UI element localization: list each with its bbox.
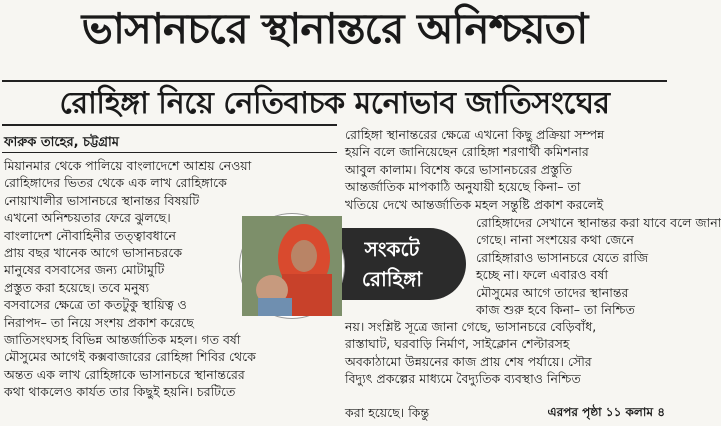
text-line: রাস্তাঘাট, ঘরবাড়ি নির্মাণ, সাইক্লোন শেল্টারসহ xyxy=(345,336,570,352)
text-line: রোহিঙ্গাদের ভিতর থেকে এক লাখ রোহিঙ্গাকে xyxy=(4,175,227,191)
photo-label-line2: রোহিঙ্গা xyxy=(361,267,423,291)
text-line: খতিয়ে দেখে আন্তর্জাতিক মহল সন্তুষ্টি প্রকাশ করলেই xyxy=(345,196,604,212)
text-line: এখনো অনিশ্চয়তার ফেরে ঝুলছে। xyxy=(4,210,171,226)
headline: ভাসানচরে স্থানান্তরে অনিশ্চয়তা xyxy=(81,4,588,53)
text-line: রোহিঙ্গারাও ভাসানচরে যেতে রাজি xyxy=(476,249,649,265)
text-line: অন্তত এক লাখ রোহিঙ্গাকে ভাসানচরে স্থানান্তরের xyxy=(4,366,245,382)
byline-rule xyxy=(2,152,337,153)
continuation-note: এরপর পৃষ্ঠা ১১ কলাম ৪ xyxy=(547,405,665,419)
refugee-photo xyxy=(240,214,344,318)
byline-rule-top xyxy=(2,124,337,126)
text-line: বসবাসের ক্ষেত্রে তা কতটুকু স্থায়িত্ব ও xyxy=(4,297,187,313)
text-line: নয়। সংশ্লিষ্ট সূত্রে জানা গেছে, ভাসানচরে বেড়িবাঁধ, xyxy=(345,319,597,334)
text-line: মানুষের বসবাসের জন্য মোটামুটি xyxy=(4,262,165,278)
text-line: প্রায় বছর খানেক আগে ভাসানচরকে xyxy=(4,245,183,261)
text-line: প্রস্তুত করা হয়েছে। তবে মনুষ্য xyxy=(4,279,150,295)
text-line: বাংলাদেশ নৌবাহিনীর তত্ত্বাবধানে xyxy=(4,227,176,243)
photo-inset xyxy=(240,214,472,318)
right-column-bottom xyxy=(345,318,665,406)
text-line: নিরাপদ– তা নিয়ে সংশয় প্রকাশ করেছে xyxy=(4,314,194,330)
photo-label-line1: সংকটে xyxy=(364,237,420,261)
text-line: মৌসুমের আগেই কক্সবাজারের রোহিঙ্গা শিবির থেকে xyxy=(4,349,256,365)
text-line: হচ্ছে না। ফলে এবারও বর্ষা xyxy=(476,267,608,283)
subheadline: রোহিঙ্গা নিয়ে নেতিবাচক মনোভাব জাতিসংঘের xyxy=(59,86,610,121)
text-line: জাতিসংঘসহ বিভিন্ন আন্তর্জাতিক মহল। গত বর্ষা xyxy=(4,332,241,348)
text-line: আন্তর্জাতিক মাপকাঠি অনুযায়ী হয়েছে কিনা– তা xyxy=(345,179,581,195)
text-line: রোহিঙ্গা স্থানান্তরের ক্ষেত্রে এখনো কিছু প্রক্রিয়া সম্পন্ন xyxy=(345,127,605,142)
text-line: নোয়াখালীর ভাসানচরে স্থানান্তর বিষয়টি xyxy=(4,192,200,208)
right-column-middle xyxy=(476,214,721,318)
text-line: মৌসুমের আগে তাদের স্থানান্তর xyxy=(476,284,629,300)
byline: ফারুক তাহের, চট্টগ্রাম xyxy=(4,135,119,150)
text-line: গেছে। নানা সংশয়ের কথা জেনে xyxy=(476,232,634,248)
right-column-top xyxy=(345,126,665,214)
text-line: রোহিঙ্গাদের সেখানে স্থানান্তর করা যাবে বলে জানা xyxy=(476,215,721,230)
refugee-photo-illustration xyxy=(242,216,342,316)
text-line: আবুল কালাম। বিশেষ করে ভাসানচরের প্রস্তুতি xyxy=(345,161,573,177)
text-line: করা হয়েছে। কিন্তু xyxy=(345,405,430,420)
text-line: কথা থাকলেও কার্যত তার কিছুই হয়নি। চরটিতে xyxy=(4,384,236,400)
text-line: মিয়ানমার থেকে পালিয়ে বাংলাদেশে আশ্রয় নেওয়া xyxy=(4,158,252,173)
text-line: বিদ্যুৎ প্রকল্পের মাধ্যমে বৈদ্যুতিক ব্যবস্থাও নিশ্চিত xyxy=(345,371,581,387)
text-line: কাজ শুরু হবে কিনা– তা নিশ্চিত xyxy=(476,302,635,318)
text-line: অবকাঠামো উন্নয়নের কাজ প্রায় শেষ পর্যায়ে। সৌর xyxy=(345,353,592,369)
text-line: হয়নি বলে জানিয়েছেন রোহিঙ্গা শরণার্থী কমিশনার xyxy=(345,144,589,160)
headline-rule xyxy=(2,80,667,82)
